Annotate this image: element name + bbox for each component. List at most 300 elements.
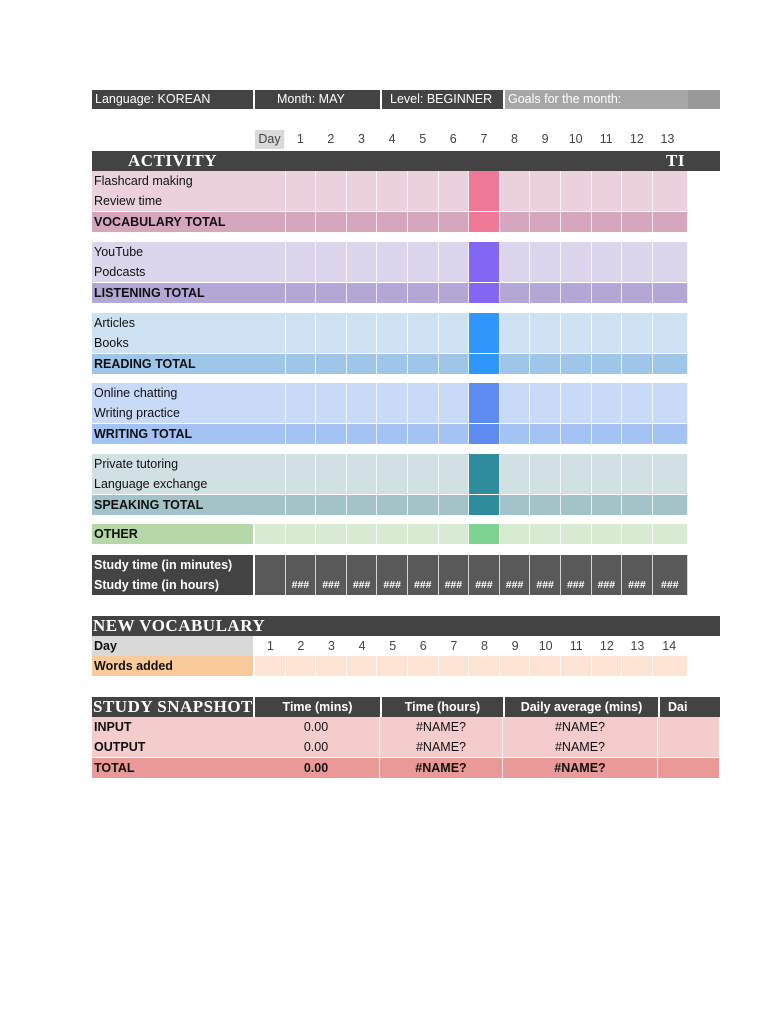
- day-cells: [255, 474, 688, 494]
- day-cell[interactable]: [408, 313, 439, 333]
- day-cell[interactable]: [255, 383, 286, 403]
- day-cell[interactable]: [286, 262, 317, 282]
- day-cell[interactable]: [255, 354, 286, 374]
- day-cell[interactable]: [408, 424, 439, 444]
- day-cell[interactable]: [439, 474, 470, 494]
- day-cell[interactable]: [530, 313, 561, 333]
- day-cell[interactable]: [469, 333, 500, 353]
- day-cell[interactable]: [347, 656, 378, 676]
- day-cell[interactable]: [347, 262, 378, 282]
- day-cell[interactable]: [439, 403, 470, 423]
- day-cell[interactable]: [255, 575, 286, 595]
- day-cell[interactable]: [377, 524, 408, 544]
- day-cell[interactable]: [469, 191, 500, 211]
- day-cell[interactable]: [316, 656, 347, 676]
- day-cell[interactable]: [408, 555, 439, 575]
- day-cell[interactable]: [500, 555, 531, 575]
- day-cells: [255, 495, 688, 515]
- day-cell[interactable]: [500, 424, 531, 444]
- day-cell[interactable]: [469, 242, 500, 262]
- day-cell[interactable]: ###: [653, 575, 688, 595]
- day-cell[interactable]: [255, 333, 286, 353]
- day-cell[interactable]: [592, 333, 623, 353]
- day-cell[interactable]: [530, 656, 561, 676]
- day-cell[interactable]: [347, 313, 378, 333]
- day-cell[interactable]: [622, 383, 653, 403]
- day-cell[interactable]: [316, 555, 347, 575]
- day-cell[interactable]: [653, 555, 688, 575]
- day-cell[interactable]: [347, 474, 378, 494]
- day-cell[interactable]: ###: [316, 575, 347, 595]
- snapshot-value[interactable]: #NAME?: [380, 737, 503, 757]
- day-cell[interactable]: [500, 354, 531, 374]
- day-cell[interactable]: [347, 555, 378, 575]
- day-cell[interactable]: [439, 524, 470, 544]
- day-cell[interactable]: [286, 424, 317, 444]
- day-cell[interactable]: [286, 555, 317, 575]
- day-cell[interactable]: [286, 333, 317, 353]
- day-cell[interactable]: [286, 212, 317, 232]
- activity-title: ACTIVITY: [127, 151, 218, 170]
- day-cell[interactable]: [439, 383, 470, 403]
- day-cell[interactable]: [561, 313, 592, 333]
- day-cell[interactable]: [653, 454, 688, 474]
- day-cell[interactable]: [439, 313, 470, 333]
- day-cell[interactable]: [592, 474, 623, 494]
- day-cells: [255, 383, 688, 403]
- day-cell[interactable]: [469, 313, 500, 333]
- day-cell[interactable]: ###: [500, 575, 531, 595]
- day-cell[interactable]: [622, 191, 653, 211]
- day-cell[interactable]: [653, 354, 688, 374]
- day-cell[interactable]: ###: [347, 575, 378, 595]
- day-cell[interactable]: [592, 191, 623, 211]
- day-cell[interactable]: [255, 424, 286, 444]
- day-cell[interactable]: [469, 424, 500, 444]
- day-cell[interactable]: [592, 403, 623, 423]
- day-cells: [255, 313, 688, 333]
- day-cell[interactable]: [653, 403, 688, 423]
- day-cells: [255, 354, 688, 374]
- day-cell[interactable]: [347, 495, 378, 515]
- activity-label: Articles: [92, 313, 253, 333]
- day-cell[interactable]: [408, 495, 439, 515]
- day-cell[interactable]: [408, 354, 439, 374]
- day-cell[interactable]: [347, 424, 378, 444]
- day-cell[interactable]: [408, 191, 439, 211]
- day-cell[interactable]: [408, 171, 439, 191]
- day-cell[interactable]: [500, 333, 531, 353]
- day-cell[interactable]: [286, 454, 317, 474]
- day-cell[interactable]: [408, 524, 439, 544]
- day-cell[interactable]: [469, 383, 500, 403]
- day-cell[interactable]: [622, 313, 653, 333]
- day-cell[interactable]: [530, 474, 561, 494]
- day-cell[interactable]: [561, 524, 592, 544]
- day-cell[interactable]: [377, 474, 408, 494]
- day-cell[interactable]: [622, 283, 653, 303]
- day-cell[interactable]: [347, 191, 378, 211]
- day-cell[interactable]: [622, 403, 653, 423]
- day-cell[interactable]: [622, 262, 653, 282]
- day-cell[interactable]: [530, 262, 561, 282]
- day-cell[interactable]: [592, 313, 623, 333]
- day-cell[interactable]: [377, 454, 408, 474]
- day-cell[interactable]: [255, 212, 286, 232]
- day-cell[interactable]: [439, 262, 470, 282]
- day-cell[interactable]: [622, 242, 653, 262]
- day-cell[interactable]: [347, 403, 378, 423]
- day-cell[interactable]: [561, 262, 592, 282]
- day-cell[interactable]: [530, 171, 561, 191]
- day-cell[interactable]: [347, 242, 378, 262]
- day-cell[interactable]: [561, 191, 592, 211]
- listening-row: [92, 262, 688, 282]
- day-cell[interactable]: [592, 212, 623, 232]
- vocab-total-row: [92, 212, 688, 232]
- day-cell[interactable]: ###: [469, 575, 500, 595]
- day-cell[interactable]: [622, 524, 653, 544]
- day-cell[interactable]: [408, 454, 439, 474]
- day-cell[interactable]: [377, 495, 408, 515]
- day-cell[interactable]: [530, 283, 561, 303]
- day-cell[interactable]: [286, 524, 317, 544]
- day-cell[interactable]: [561, 171, 592, 191]
- day-cell[interactable]: [255, 524, 286, 544]
- day-cell[interactable]: [316, 403, 347, 423]
- day-cell[interactable]: [530, 383, 561, 403]
- day-cell[interactable]: [622, 354, 653, 374]
- day-cell[interactable]: [622, 656, 653, 676]
- day-cell[interactable]: [500, 524, 531, 544]
- day-cell[interactable]: [561, 242, 592, 262]
- day-cell[interactable]: [408, 403, 439, 423]
- day-cell[interactable]: [469, 474, 500, 494]
- day-cell[interactable]: [653, 524, 688, 544]
- new-vocab-day-number: 4: [358, 639, 366, 653]
- snapshot-value[interactable]: #NAME?: [503, 737, 658, 757]
- day-cell[interactable]: [286, 354, 317, 374]
- speaking-total-row: [92, 495, 688, 515]
- day-cell[interactable]: [500, 313, 531, 333]
- day-cell[interactable]: [469, 524, 500, 544]
- snapshot-value[interactable]: #NAME?: [380, 758, 503, 778]
- snapshot-value[interactable]: #NAME?: [503, 717, 658, 737]
- day-cell[interactable]: [530, 454, 561, 474]
- day-cell[interactable]: [530, 524, 561, 544]
- day-cell[interactable]: [653, 191, 688, 211]
- day-cell[interactable]: [255, 191, 286, 211]
- day-cell[interactable]: [347, 283, 378, 303]
- day-cell[interactable]: [561, 424, 592, 444]
- day-cell[interactable]: [500, 495, 531, 515]
- day-cell[interactable]: [316, 212, 347, 232]
- day-cell[interactable]: [377, 656, 408, 676]
- day-cell[interactable]: [592, 383, 623, 403]
- day-cell[interactable]: [286, 474, 317, 494]
- day-cell[interactable]: [653, 313, 688, 333]
- day-cell[interactable]: [500, 403, 531, 423]
- day-cell[interactable]: [561, 403, 592, 423]
- day-cell[interactable]: [316, 171, 347, 191]
- day-cell[interactable]: [530, 495, 561, 515]
- day-cell[interactable]: [653, 212, 688, 232]
- day-cell[interactable]: [653, 495, 688, 515]
- day-cell[interactable]: [561, 212, 592, 232]
- day-cell[interactable]: [561, 333, 592, 353]
- day-cell[interactable]: [255, 242, 286, 262]
- day-cell[interactable]: [469, 262, 500, 282]
- day-cell[interactable]: [653, 283, 688, 303]
- day-cell[interactable]: ###: [622, 575, 653, 595]
- day-cell[interactable]: [255, 555, 286, 575]
- day-cell[interactable]: [500, 656, 531, 676]
- day-cell[interactable]: [316, 262, 347, 282]
- day-cell[interactable]: [469, 495, 500, 515]
- day-cell[interactable]: [286, 191, 317, 211]
- day-cell[interactable]: [592, 242, 623, 262]
- day-number: 8: [510, 132, 518, 146]
- day-cell[interactable]: [408, 333, 439, 353]
- day-cell[interactable]: [316, 474, 347, 494]
- day-cell[interactable]: [408, 474, 439, 494]
- day-cell[interactable]: [347, 333, 378, 353]
- level-cell: Level: BEGINNER: [382, 90, 503, 109]
- day-cell[interactable]: ###: [592, 575, 623, 595]
- day-cell[interactable]: [316, 242, 347, 262]
- day-cell[interactable]: [561, 656, 592, 676]
- day-cell[interactable]: [377, 242, 408, 262]
- new-vocab-day-number: 7: [450, 639, 458, 653]
- listening-row: [92, 242, 688, 262]
- day-cells: [255, 575, 688, 595]
- day-cell[interactable]: [377, 555, 408, 575]
- day-cell[interactable]: [439, 283, 470, 303]
- day-cell[interactable]: [561, 454, 592, 474]
- day-cell[interactable]: [408, 262, 439, 282]
- day-cell[interactable]: [469, 212, 500, 232]
- day-cell[interactable]: [469, 171, 500, 191]
- day-cell[interactable]: [622, 333, 653, 353]
- day-cell[interactable]: [592, 524, 623, 544]
- month-cell: Month: MAY: [255, 90, 380, 109]
- day-cell[interactable]: [347, 212, 378, 232]
- day-cell[interactable]: [286, 495, 317, 515]
- day-cell[interactable]: [377, 191, 408, 211]
- day-cell[interactable]: [439, 212, 470, 232]
- day-cell[interactable]: [653, 424, 688, 444]
- day-cell[interactable]: [316, 313, 347, 333]
- day-cell[interactable]: [316, 524, 347, 544]
- snapshot-value[interactable]: #NAME?: [503, 758, 658, 778]
- day-cell[interactable]: [439, 354, 470, 374]
- day-cell[interactable]: [653, 262, 688, 282]
- day-cell[interactable]: [592, 262, 623, 282]
- new-vocab-day-number: 10: [538, 639, 553, 653]
- day-cell[interactable]: [622, 474, 653, 494]
- day-cell[interactable]: [530, 424, 561, 444]
- day-cell[interactable]: [377, 313, 408, 333]
- day-cell[interactable]: [469, 354, 500, 374]
- day-cell[interactable]: ###: [408, 575, 439, 595]
- day-cell[interactable]: [439, 424, 470, 444]
- day-cell[interactable]: [316, 191, 347, 211]
- day-cell[interactable]: [469, 555, 500, 575]
- day-cell[interactable]: [316, 383, 347, 403]
- day-cell[interactable]: [316, 424, 347, 444]
- day-cell[interactable]: [408, 283, 439, 303]
- day-cell[interactable]: [439, 656, 470, 676]
- day-cell[interactable]: [286, 656, 317, 676]
- day-cell[interactable]: [653, 171, 688, 191]
- day-cell[interactable]: [286, 313, 317, 333]
- day-cell[interactable]: [439, 495, 470, 515]
- day-cell[interactable]: [377, 283, 408, 303]
- day-cell[interactable]: [561, 354, 592, 374]
- day-cell[interactable]: [255, 403, 286, 423]
- day-cell[interactable]: [561, 283, 592, 303]
- day-cell[interactable]: [469, 403, 500, 423]
- day-cell[interactable]: [592, 495, 623, 515]
- day-cell[interactable]: [316, 333, 347, 353]
- day-cell[interactable]: [286, 403, 317, 423]
- day-cell[interactable]: [622, 424, 653, 444]
- day-cell[interactable]: [377, 424, 408, 444]
- day-cell[interactable]: [592, 283, 623, 303]
- day-cell[interactable]: [377, 354, 408, 374]
- day-cell[interactable]: [439, 171, 470, 191]
- new-vocab-day-label: Day: [92, 636, 253, 656]
- day-cell[interactable]: ###: [561, 575, 592, 595]
- day-cell[interactable]: [469, 283, 500, 303]
- day-cell[interactable]: [255, 313, 286, 333]
- day-cell[interactable]: ###: [439, 575, 470, 595]
- day-cell[interactable]: [255, 262, 286, 282]
- day-cell[interactable]: [622, 495, 653, 515]
- listening-total-row: [92, 283, 688, 303]
- day-cell[interactable]: [500, 383, 531, 403]
- day-cell[interactable]: [592, 656, 623, 676]
- day-cell[interactable]: [653, 333, 688, 353]
- day-cell[interactable]: [255, 171, 286, 191]
- day-cell[interactable]: [500, 191, 531, 211]
- study-hours-row: [92, 575, 688, 595]
- day-cell[interactable]: [592, 555, 623, 575]
- day-cell[interactable]: [286, 171, 317, 191]
- day-cell[interactable]: [500, 262, 531, 282]
- day-cell[interactable]: [439, 333, 470, 353]
- new-vocab-day-number: 5: [389, 639, 397, 653]
- day-cell[interactable]: [500, 474, 531, 494]
- day-cell[interactable]: [561, 474, 592, 494]
- day-cell[interactable]: [255, 283, 286, 303]
- snapshot-col-header: Time (mins): [255, 697, 380, 717]
- day-cell[interactable]: [377, 171, 408, 191]
- day-cell[interactable]: [622, 555, 653, 575]
- day-cell[interactable]: [255, 656, 286, 676]
- day-cell[interactable]: [347, 383, 378, 403]
- day-cell[interactable]: ###: [377, 575, 408, 595]
- day-cell[interactable]: [286, 283, 317, 303]
- day-number: 13: [660, 132, 675, 146]
- day-cell[interactable]: [255, 454, 286, 474]
- day-cell[interactable]: [316, 454, 347, 474]
- day-cell[interactable]: [530, 242, 561, 262]
- day-cell[interactable]: [592, 454, 623, 474]
- day-cell[interactable]: [347, 171, 378, 191]
- day-cell[interactable]: [622, 212, 653, 232]
- day-cell[interactable]: [500, 242, 531, 262]
- day-cell[interactable]: [439, 555, 470, 575]
- day-cell[interactable]: [500, 454, 531, 474]
- day-cell[interactable]: [530, 555, 561, 575]
- snapshot-value[interactable]: 0.00: [253, 717, 380, 737]
- day-cell[interactable]: [286, 383, 317, 403]
- day-cell[interactable]: [439, 454, 470, 474]
- day-cell[interactable]: [530, 354, 561, 374]
- snapshot-value[interactable]: 0.00: [253, 737, 380, 757]
- day-cell[interactable]: [439, 242, 470, 262]
- day-cell[interactable]: [347, 354, 378, 374]
- day-cells: [255, 191, 688, 211]
- day-cell[interactable]: [469, 656, 500, 676]
- day-cell[interactable]: [592, 171, 623, 191]
- day-cell[interactable]: ###: [286, 575, 317, 595]
- day-cell[interactable]: [500, 283, 531, 303]
- day-cell[interactable]: [653, 656, 688, 676]
- day-cell[interactable]: [530, 333, 561, 353]
- day-cell[interactable]: [286, 242, 317, 262]
- day-cell[interactable]: [530, 212, 561, 232]
- day-cell[interactable]: [408, 212, 439, 232]
- day-cell[interactable]: [439, 191, 470, 211]
- day-cell[interactable]: [316, 354, 347, 374]
- day-cell[interactable]: [377, 212, 408, 232]
- day-cell[interactable]: [622, 454, 653, 474]
- day-cell[interactable]: [408, 242, 439, 262]
- day-cell[interactable]: [530, 403, 561, 423]
- day-cell[interactable]: [316, 495, 347, 515]
- day-cell[interactable]: [653, 383, 688, 403]
- day-cell[interactable]: [530, 191, 561, 211]
- day-cell[interactable]: [377, 262, 408, 282]
- day-cell[interactable]: [653, 474, 688, 494]
- day-cell[interactable]: [408, 656, 439, 676]
- day-cell[interactable]: [316, 283, 347, 303]
- day-cell[interactable]: [500, 212, 531, 232]
- day-cell[interactable]: [347, 454, 378, 474]
- day-cell[interactable]: [255, 474, 286, 494]
- day-cell[interactable]: ###: [530, 575, 561, 595]
- day-cell[interactable]: [653, 242, 688, 262]
- day-cell[interactable]: [347, 524, 378, 544]
- day-cell[interactable]: [255, 495, 286, 515]
- day-cell[interactable]: [561, 383, 592, 403]
- day-cell[interactable]: [561, 555, 592, 575]
- day-cell[interactable]: [377, 383, 408, 403]
- snapshot-value[interactable]: #NAME?: [380, 717, 503, 737]
- day-cell[interactable]: [592, 354, 623, 374]
- day-cell[interactable]: [377, 403, 408, 423]
- day-cell[interactable]: [469, 454, 500, 474]
- snapshot-value[interactable]: 0.00: [253, 758, 380, 778]
- day-cell[interactable]: [592, 424, 623, 444]
- day-cell[interactable]: [500, 171, 531, 191]
- day-cell[interactable]: [561, 495, 592, 515]
- day-cell[interactable]: [408, 383, 439, 403]
- day-cell[interactable]: [377, 333, 408, 353]
- day-cell[interactable]: [622, 171, 653, 191]
